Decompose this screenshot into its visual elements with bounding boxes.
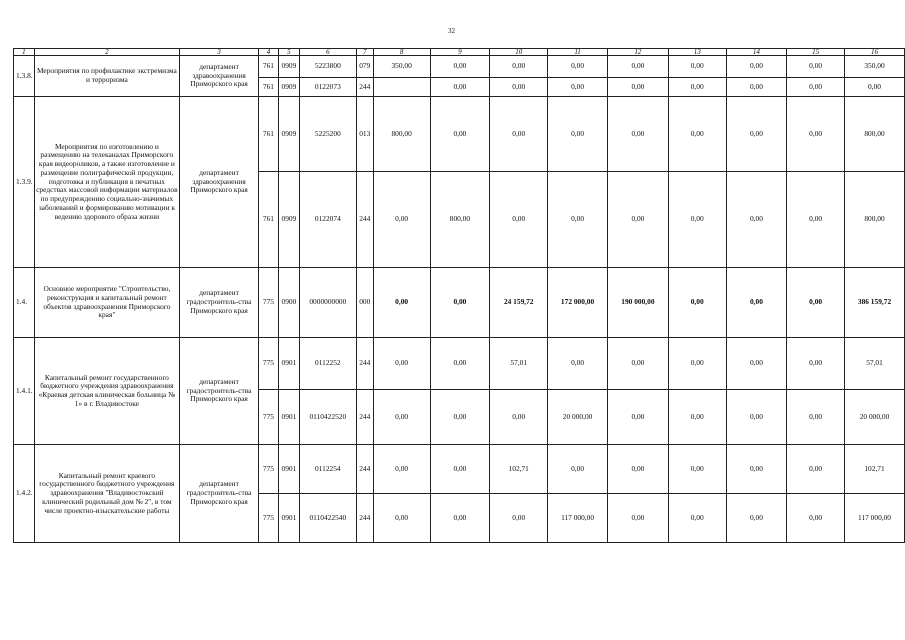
amount-cell: 0,00	[668, 445, 726, 494]
amount-cell: 0,00	[668, 338, 726, 390]
amount-cell	[373, 78, 430, 97]
amount-cell: 0,00	[668, 56, 726, 78]
amount-cell: 0,00	[373, 338, 430, 390]
table-row	[14, 338, 905, 390]
amount-cell: 0,00	[787, 78, 845, 97]
column-number: 16	[845, 49, 905, 56]
budget-code-cell: 775	[258, 445, 278, 494]
column-number: 6	[299, 49, 356, 56]
amount-cell: 0,00	[787, 97, 845, 172]
amount-cell: 0,00	[726, 172, 787, 268]
amount-cell: 20 000,00	[548, 390, 608, 445]
amount-cell: 0,00	[668, 172, 726, 268]
amount-cell: 0,00	[668, 78, 726, 97]
amount-cell: 0,00	[607, 494, 668, 543]
amount-cell: 800,00	[845, 97, 905, 172]
amount-cell: 0,00	[668, 268, 726, 338]
responsible-department: департамент градостроитель-ства Приморского края	[180, 338, 259, 445]
row-code: 1.4.2.	[14, 445, 35, 543]
amount-cell: 24 159,72	[490, 268, 548, 338]
amount-cell: 350,00	[373, 56, 430, 78]
amount-cell: 0,00	[490, 97, 548, 172]
amount-cell: 0,00	[430, 494, 490, 543]
amount-cell: 0,00	[607, 56, 668, 78]
amount-cell: 0,00	[726, 494, 787, 543]
amount-cell: 0,00	[430, 78, 490, 97]
table-row	[14, 445, 905, 494]
budget-code-cell: 0901	[278, 390, 299, 445]
budget-code-cell: 0112252	[299, 338, 356, 390]
amount-cell: 0,00	[373, 445, 430, 494]
row-code: 1.4.	[14, 268, 35, 338]
budget-code-cell: 244	[356, 494, 373, 543]
table-row	[14, 268, 905, 338]
budget-code-cell: 775	[258, 338, 278, 390]
amount-cell: 0,00	[548, 56, 608, 78]
amount-cell: 0,00	[430, 268, 490, 338]
amount-cell: 117 000,00	[548, 494, 608, 543]
column-number: 4	[258, 49, 278, 56]
budget-code-cell: 0122074	[299, 172, 356, 268]
column-number: 11	[548, 49, 608, 56]
column-number: 13	[668, 49, 726, 56]
column-number: 12	[607, 49, 668, 56]
amount-cell: 0,00	[373, 172, 430, 268]
amount-cell: 386 159,72	[845, 268, 905, 338]
column-number-row	[14, 49, 905, 56]
amount-cell: 0,00	[490, 494, 548, 543]
amount-cell: 350,00	[845, 56, 905, 78]
budget-code-cell: 0909	[278, 56, 299, 78]
measure-name: Мероприятия по изготовлению и размещению на телеканалах Приморского края видеороликов, а также изготовление и размещение полиграфической продукции, подготовка и публикация в печатных средствах массовой информации материалов по предупреждению социально-значимых заболеваний и формированию мотивации к ведению здорового образа жизни	[34, 97, 179, 268]
budget-code-cell: 0000000000	[299, 268, 356, 338]
column-number: 9	[430, 49, 490, 56]
measure-name: Капитальный ремонт краевого государственного бюджетного учреждения здравоохранения "Владивостокский клинический родильный дом № 2", в том числе проектно-изыскательские работы	[34, 445, 179, 543]
budget-code-cell: 775	[258, 494, 278, 543]
budget-code-cell: 775	[258, 390, 278, 445]
amount-cell: 0,00	[548, 97, 608, 172]
budget-code-cell: 0900	[278, 268, 299, 338]
amount-cell: 0,00	[373, 494, 430, 543]
amount-cell: 800,00	[373, 97, 430, 172]
budget-code-cell: 5225200	[299, 97, 356, 172]
amount-cell: 57,01	[845, 338, 905, 390]
amount-cell: 0,00	[668, 494, 726, 543]
amount-cell: 117 000,00	[845, 494, 905, 543]
budget-code-cell: 761	[258, 56, 278, 78]
amount-cell: 800,00	[845, 172, 905, 268]
table-row	[14, 97, 905, 172]
responsible-department: департамент здравоохранения Приморского края	[180, 97, 259, 268]
amount-cell: 0,00	[726, 268, 787, 338]
column-number: 15	[787, 49, 845, 56]
amount-cell: 0,00	[726, 390, 787, 445]
column-number: 1	[14, 49, 35, 56]
measure-name: Мероприятия по профилактике экстремизма и терроризма	[34, 56, 179, 97]
budget-code-cell: 761	[258, 172, 278, 268]
budget-code-cell: 079	[356, 56, 373, 78]
amount-cell: 0,00	[548, 445, 608, 494]
column-number: 8	[373, 49, 430, 56]
amount-cell: 0,00	[373, 390, 430, 445]
column-number: 2	[34, 49, 179, 56]
column-number: 14	[726, 49, 787, 56]
budget-code-cell: 013	[356, 97, 373, 172]
amount-cell: 0,00	[726, 56, 787, 78]
amount-cell: 0,00	[430, 97, 490, 172]
amount-cell: 57,01	[490, 338, 548, 390]
amount-cell: 0,00	[373, 268, 430, 338]
responsible-department: департамент градостроитель-ства Приморского края	[180, 445, 259, 543]
budget-code-cell: 0901	[278, 338, 299, 390]
column-number: 7	[356, 49, 373, 56]
budget-code-cell: 5223800	[299, 56, 356, 78]
amount-cell: 0,00	[430, 445, 490, 494]
amount-cell: 190 000,00	[607, 268, 668, 338]
amount-cell: 0,00	[668, 97, 726, 172]
amount-cell: 0,00	[787, 338, 845, 390]
budget-code-cell: 0110422540	[299, 494, 356, 543]
budget-code-cell: 0909	[278, 172, 299, 268]
amount-cell: 0,00	[787, 56, 845, 78]
amount-cell: 102,71	[845, 445, 905, 494]
measure-name: Капитальный ремонт государственного бюджетного учреждения здравоохранения «Краевая детская клиническая больница № 1» в г. Владивостоке	[34, 338, 179, 445]
amount-cell: 0,00	[607, 445, 668, 494]
budget-code-cell: 0901	[278, 494, 299, 543]
amount-cell: 0,00	[607, 338, 668, 390]
budget-code-cell: 775	[258, 268, 278, 338]
amount-cell: 0,00	[548, 172, 608, 268]
budget-code-cell: 0110422520	[299, 390, 356, 445]
amount-cell: 0,00	[726, 78, 787, 97]
page-number: 32	[448, 27, 455, 35]
amount-cell: 0,00	[607, 390, 668, 445]
budget-code-cell: 244	[356, 172, 373, 268]
amount-cell: 0,00	[668, 390, 726, 445]
budget-code-cell: 0909	[278, 78, 299, 97]
budget-code-cell: 0122073	[299, 78, 356, 97]
responsible-department: департамент здравоохранения Приморского края	[180, 56, 259, 97]
amount-cell: 800,00	[430, 172, 490, 268]
column-number: 5	[278, 49, 299, 56]
amount-cell: 0,00	[607, 97, 668, 172]
budget-table	[13, 48, 905, 543]
amount-cell: 0,00	[607, 78, 668, 97]
table-row	[14, 56, 905, 78]
amount-cell: 0,00	[726, 445, 787, 494]
responsible-department: департамент градостроитель-ства Приморского края	[180, 268, 259, 338]
amount-cell: 0,00	[787, 445, 845, 494]
budget-code-cell: 244	[356, 390, 373, 445]
amount-cell: 0,00	[548, 338, 608, 390]
column-number: 10	[490, 49, 548, 56]
budget-code-cell: 0909	[278, 97, 299, 172]
amount-cell: 0,00	[548, 78, 608, 97]
budget-code-cell: 761	[258, 78, 278, 97]
budget-code-cell: 244	[356, 445, 373, 494]
amount-cell: 0,00	[430, 338, 490, 390]
amount-cell: 0,00	[490, 78, 548, 97]
measure-name: Основное мероприятие "Строительство, реконструкция и капитальный ремонт объектов здравоохранения Приморского края"	[34, 268, 179, 338]
row-code: 1.3.9.	[14, 97, 35, 268]
amount-cell: 0,00	[490, 390, 548, 445]
budget-code-cell: 244	[356, 78, 373, 97]
amount-cell: 0,00	[430, 390, 490, 445]
amount-cell: 0,00	[726, 97, 787, 172]
budget-code-cell: 0112254	[299, 445, 356, 494]
amount-cell: 0,00	[726, 338, 787, 390]
amount-cell: 0,00	[490, 172, 548, 268]
amount-cell: 102,71	[490, 445, 548, 494]
row-code: 1.4.1.	[14, 338, 35, 445]
amount-cell: 20 000,00	[845, 390, 905, 445]
amount-cell: 0,00	[490, 56, 548, 78]
amount-cell: 0,00	[787, 172, 845, 268]
budget-code-cell: 761	[258, 97, 278, 172]
budget-code-cell: 0901	[278, 445, 299, 494]
row-code: 1.3.8.	[14, 56, 35, 97]
amount-cell: 0,00	[430, 56, 490, 78]
column-number: 3	[180, 49, 259, 56]
amount-cell: 172 000,00	[548, 268, 608, 338]
amount-cell: 0,00	[787, 390, 845, 445]
amount-cell: 0,00	[787, 268, 845, 338]
budget-code-cell: 000	[356, 268, 373, 338]
amount-cell: 0,00	[607, 172, 668, 268]
budget-code-cell: 244	[356, 338, 373, 390]
amount-cell: 0,00	[845, 78, 905, 97]
amount-cell: 0,00	[787, 494, 845, 543]
